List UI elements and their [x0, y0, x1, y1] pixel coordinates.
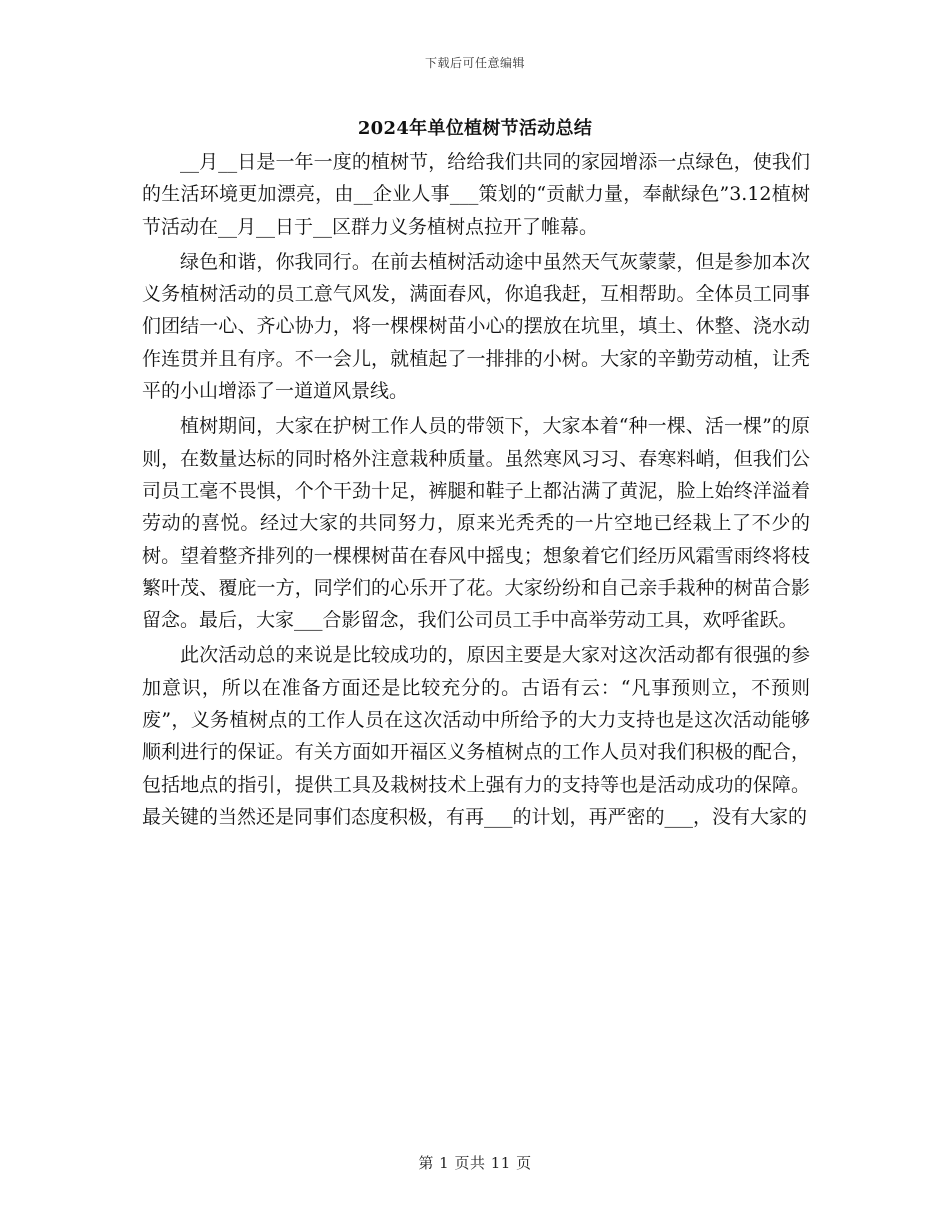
document-body [142, 146, 810, 836]
paragraph: 绿色和谐，你我同行。在前去植树活动途中虽然天气灰蒙蒙，但是参加本次义务植树活动的员工意气风发，满面春风，你追我赶，互相帮助。全体员工同事们团结一心、齐心协力，将一棵棵树苗小心的摆放在坑里，填土、休整、浇水动作连贯并且有序。不一会儿，就植起了一排排的小树。大家的辛勤劳动植，让秃平的小山增添了一道道风景线。 [142, 250, 810, 403]
header-note: 下载后可任意编辑 [424, 56, 525, 70]
paragraph: __月__日是一年一度的植树节，给给我们共同的家园增添一点绿色，使我们的生活环境更加漂亮，由__企业人事___策划的“贡献力量，奉献绿色”3.12植树节活动在__月__日于__区群力义务植树点拉开了帷幕。 [142, 151, 810, 238]
document-title: 2024年单位植树节活动总结 [357, 118, 593, 139]
page-number: 第 1 页共 11 页 [418, 1154, 532, 1172]
paragraph: 此次活动总的来说是比较成功的，原因主要是大家对这次活动都有很强的参加意识，所以在准备方面还是比较充分的。古语有云：“凡事预则立，不预则废”，义务植树点的工作人员在这次活动中所给予的大力支持也是这次活动能够顺利进行的保证。有关方面如开福区义务植树点的工作人员对我们积极的配合，包括地点的指引，提供工具及栽树技术上强有力的支持等也是活动成功的保障。最关键的当然还是同事们态度积极，有再___的计划，再严密的___，没有大家的 [142, 644, 810, 828]
paragraph: 植树期间，大家在护树工作人员的带领下，大家本着“种一棵、活一棵”的原则，在数量达标的同时格外注意栽种质量。虽然寒风习习、春寒料峭，但我们公司员工毫不畏惧，个个干劲十足，裤腿和鞋子上都沾满了黄泥，脸上始终洋溢着劳动的喜悦。经过大家的共同努力，原来光秃秃的一片空地已经栽上了不少的树。望着整齐排列的一棵棵树苗在春风中摇曳；想象着它们经历风霜雪雨终将枝繁叶茂、覆庇一方，同学们的心乐开了花。大家纷纷和自己亲手栽种的树苗合影留念。最后，大家___合影留念，我们公司员工手中高举劳动工具，欢呼雀跃。 [142, 415, 810, 632]
